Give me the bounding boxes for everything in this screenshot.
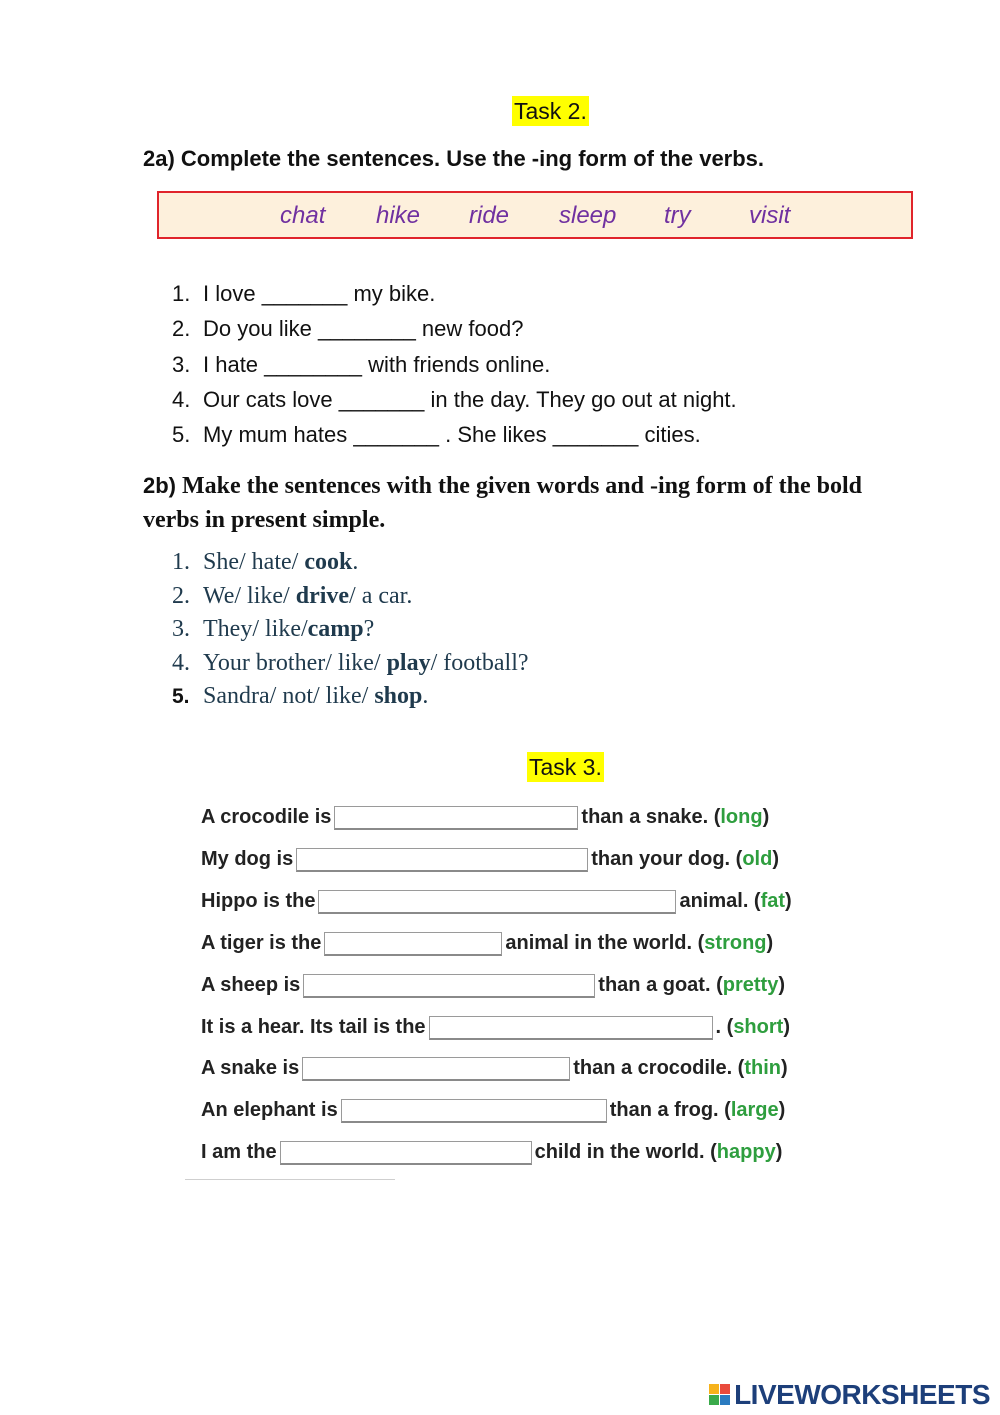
answer-input[interactable] (303, 974, 595, 998)
list-item: 2. We/ like/ drive/ a car. (172, 582, 413, 609)
answer-input[interactable] (302, 1057, 570, 1081)
answer-input[interactable] (324, 932, 502, 956)
list-item: 5. My mum hates _______ . She likes _______ cities. (172, 422, 701, 448)
task3-row: A crocodile is than a snake. (long) (201, 806, 770, 828)
word-bank (157, 191, 913, 239)
word-bank-item: hike (376, 202, 421, 229)
answer-input[interactable] (429, 1016, 713, 1040)
list-item: 1. I love _______ my bike. (172, 281, 436, 306)
answer-input[interactable] (334, 806, 578, 830)
list-item: 5. Sandra/ not/ like/ shop. (172, 683, 429, 709)
answer-input[interactable] (296, 848, 588, 872)
answer-input[interactable] (341, 1099, 607, 1123)
task3-row: An elephant is than a frog. (large) (201, 1099, 786, 1121)
word-bank-item: sleep (559, 202, 617, 229)
answer-input[interactable] (280, 1141, 532, 1165)
list-item: 4. Our cats love _______ in the day. They go out at night. (172, 386, 737, 412)
list-item: 2. Do you like ________ new food? (172, 316, 524, 342)
word-bank-item: try (664, 202, 691, 229)
task3-row: My dog is than your dog. (old) (201, 848, 779, 870)
list-item: 1. She/ hate/ cook. (172, 549, 359, 575)
task2a-sentence-list (172, 279, 737, 455)
task3-title: Task 3. (529, 754, 602, 780)
task3-row: A tiger is the animal in the world. (strong) (201, 932, 774, 954)
task3-row: A sheep is than a goat. (pretty) (201, 974, 785, 996)
task2b-heading: 2b) Make the sentences with the given words and -ing form of the bold verbs in present simple. (143, 473, 862, 533)
word-bank-item: chat (280, 202, 326, 229)
word-bank-item: ride (469, 202, 510, 229)
liveworksheets-wordmark: LIVEWORKSHEETS (734, 1379, 990, 1410)
list-item: 4. Your brother/ like/ play/ football? (172, 649, 529, 676)
answer-input[interactable] (318, 890, 676, 914)
task2-title: Task 2. (514, 98, 587, 124)
liveworksheets-logo-icon (709, 1384, 731, 1406)
task3-row: Hippo is the animal. (fat) (201, 890, 792, 912)
list-item: 3. I hate ________ with friends online. (172, 351, 551, 377)
task2b-item-list (172, 546, 529, 714)
liveworksheets-logo (709, 1375, 990, 1415)
task3-row: It is a hear. Its tail is the . (short) (201, 1016, 790, 1038)
task2a-heading: 2a) Complete the sentences. Use the -ing form of the verbs. (143, 146, 765, 171)
word-bank-item: visit (749, 202, 791, 229)
list-item: 3. They/ like/camp? (172, 616, 375, 642)
task3-row: A snake is than a crocodile. (thin) (201, 1057, 788, 1079)
task3-row: I am the child in the world. (happy) (201, 1141, 783, 1163)
divider (185, 1179, 395, 1180)
